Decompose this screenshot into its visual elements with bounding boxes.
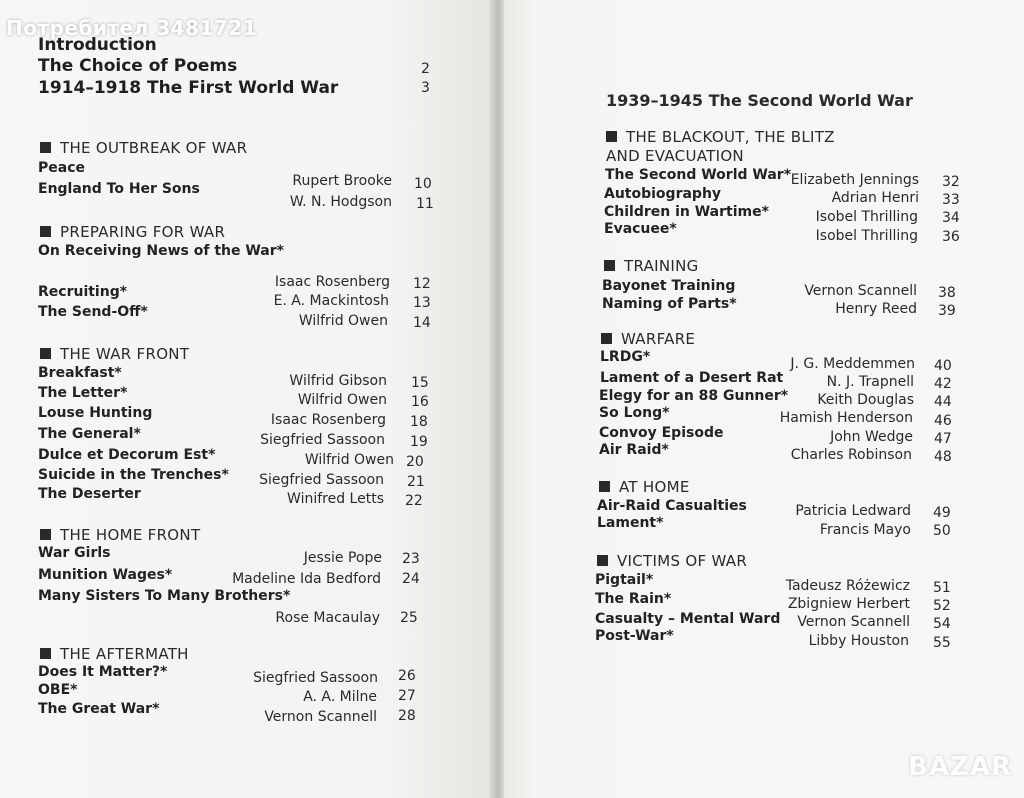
poem-title: LRDG* (600, 349, 651, 365)
section-heading: VICTIMS OF WAR (597, 554, 747, 569)
poem-title: Dulce et Decorum Est* (38, 447, 216, 463)
poet-name: Elizabeth Jennings (790, 172, 919, 188)
poem-title: So Long* (599, 405, 670, 421)
poem-title: Suicide in the Trenches* (38, 467, 229, 483)
section-heading: PREPARING FOR WAR (40, 225, 225, 240)
toc-page-number: 38 (938, 285, 956, 301)
poem-title: Post-War* (595, 628, 674, 644)
toc-page-number: 28 (398, 708, 416, 724)
toc-page-number: 20 (406, 454, 424, 470)
toc-page-number: 39 (938, 303, 956, 319)
toc-second-world-war: 1939–1945 The Second World War (606, 91, 913, 110)
toc-page-number: 49 (933, 505, 951, 521)
toc-page-number: 50 (933, 523, 951, 539)
poet-name: Hamish Henderson (779, 410, 913, 426)
toc-page-number: 25 (400, 610, 418, 626)
poet-name: Siegfried Sassoon (260, 432, 385, 448)
poet-name: Siegfried Sassoon (259, 472, 384, 488)
poet-name: Isaac Rosenberg (270, 412, 386, 428)
poem-title: The Great War* (38, 701, 160, 717)
toc-page-number: 24 (402, 571, 420, 587)
poem-title: Recruiting* (38, 284, 128, 300)
poem-title: Children in Wartime* (604, 204, 769, 220)
toc-page-number: 42 (934, 376, 952, 392)
poem-title: Peace (38, 160, 85, 176)
poem-title: The Send-Off* (38, 304, 148, 320)
poet-name: Isaac Rosenberg (274, 274, 390, 290)
poem-title: War Girls (38, 545, 111, 561)
toc-page-number: 26 (398, 668, 416, 684)
poem-title: Breakfast* (38, 365, 122, 381)
poet-name: Jessie Pope (303, 550, 382, 566)
square-bullet-icon (597, 555, 608, 566)
toc-page-number: 11 (416, 196, 434, 212)
square-bullet-icon (606, 131, 617, 142)
toc-page-number: 12 (413, 276, 431, 292)
square-bullet-icon (40, 348, 51, 359)
poet-name: Vernon Scannell (797, 614, 910, 630)
toc-page-number: 10 (414, 176, 432, 192)
toc-page-number: 13 (413, 295, 431, 311)
poem-title: The Letter* (38, 385, 128, 401)
poet-name: Wilfrid Owen (298, 313, 388, 329)
square-bullet-icon (599, 481, 610, 492)
bazar-logo: BAZAR (908, 752, 1012, 782)
toc-page-number: 52 (933, 598, 951, 614)
toc-page-number: 22 (405, 493, 423, 509)
poet-name: Libby Houston (808, 633, 909, 649)
poet-name: Keith Douglas (817, 392, 914, 408)
toc-page-number: 46 (934, 413, 952, 429)
toc-page-number: 44 (934, 394, 952, 410)
toc-page-number: 3 (421, 80, 430, 96)
section-heading: THE OUTBREAK OF WAR (40, 141, 247, 156)
poem-title: Pigtail* (595, 572, 654, 588)
poem-title: Lament* (597, 515, 664, 531)
poet-name: J. G. Meddemmen (790, 356, 915, 372)
poet-name: Wilfrid Owen (304, 452, 394, 468)
poet-name: Wilfrid Gibson (289, 373, 387, 389)
poem-title: Louse Hunting (38, 405, 153, 421)
toc-page-number: 16 (411, 394, 429, 410)
toc-page-number: 34 (942, 210, 960, 226)
poet-name: E. A. Mackintosh (273, 293, 389, 309)
poet-name: Rose Macaulay (275, 610, 380, 626)
poet-name: Wilfrid Owen (297, 392, 387, 408)
toc-page-number: 14 (413, 315, 431, 331)
section-heading: THE WAR FRONT (40, 347, 189, 362)
toc-first-world-war: 1914–1918 The First World War (38, 78, 339, 98)
toc-choice-of-poems: The Choice of Poems (38, 56, 238, 76)
toc-page-number: 47 (934, 431, 952, 447)
poem-title: Convoy Episode (599, 425, 724, 441)
toc-page-number: 33 (942, 192, 960, 208)
poem-title: Casualty – Mental Ward (595, 611, 781, 627)
section-heading: AT HOME (599, 480, 690, 495)
poem-title: Lament of a Desert Rat (600, 370, 784, 386)
poet-name: N. J. Trapnell (826, 374, 914, 390)
toc-page-number: 18 (410, 414, 428, 430)
square-bullet-icon (40, 529, 51, 540)
toc-page-number: 23 (402, 551, 420, 567)
poem-title: The Rain* (595, 591, 672, 607)
poet-name: Vernon Scannell (264, 709, 377, 725)
watermark-text: Потребител 3481721 (6, 16, 258, 40)
toc-page-number: 27 (398, 688, 416, 704)
toc-page-number: 36 (942, 229, 960, 245)
poet-name: A. A. Milne (303, 689, 377, 705)
square-bullet-icon (604, 260, 615, 271)
toc-page-number: 51 (933, 580, 951, 596)
toc-page-number: 19 (410, 434, 428, 450)
poet-name: Patricia Ledward (795, 503, 911, 519)
toc-page-number: 2 (421, 61, 430, 77)
poet-name: Tadeusz Różewicz (785, 578, 910, 594)
poet-name: John Wedge (830, 429, 913, 445)
poem-title: Munition Wages* (38, 567, 173, 583)
poet-name: Winifred Letts (287, 491, 384, 507)
section-heading: THE AFTERMATH (40, 647, 189, 662)
poem-title: OBE* (38, 682, 78, 698)
toc-page-number: 55 (933, 635, 951, 651)
poem-title: The Deserter (38, 486, 141, 502)
poem-title: Evacuee* (604, 221, 677, 237)
poet-name: Isobel Thrilling (815, 209, 918, 225)
poet-name: Madeline Ida Bedford (232, 571, 381, 587)
poet-name: Adrian Henri (831, 190, 919, 206)
poem-title: Does It Matter?* (38, 664, 168, 680)
poet-name: Charles Robinson (790, 447, 912, 463)
poet-name: Siegfried Sassoon (253, 670, 378, 686)
poet-name: Vernon Scannell (804, 283, 917, 299)
poem-title: Many Sisters To Many Brothers* (38, 588, 291, 604)
poem-title: Naming of Parts* (602, 296, 737, 312)
square-bullet-icon (40, 226, 51, 237)
poet-name: Zbigniew Herbert (787, 596, 910, 612)
square-bullet-icon (40, 142, 51, 153)
poem-title: Bayonet Training (602, 278, 736, 294)
square-bullet-icon (601, 333, 612, 344)
poem-title: The Second World War* (605, 167, 792, 183)
poet-name: W. N. Hodgson (289, 194, 392, 210)
poem-title: The General* (38, 426, 141, 442)
poem-title: On Receiving News of the War* (38, 243, 284, 259)
poem-title: Elegy for an 88 Gunner* (599, 388, 789, 404)
toc-page-number: 21 (407, 474, 425, 490)
toc-introduction: Introduction (38, 35, 157, 55)
section-heading: TRAINING (604, 259, 699, 274)
section-heading: THE BLACKOUT, THE BLITZ (606, 130, 835, 145)
toc-page-number: 54 (933, 616, 951, 632)
poem-title: Autobiography (604, 186, 722, 202)
poet-name: Henry Reed (835, 301, 917, 317)
section-heading-line2: AND EVACUATION (606, 147, 744, 165)
square-bullet-icon (40, 648, 51, 659)
poem-title: England To Her Sons (38, 181, 200, 197)
toc-page-number: 48 (934, 449, 952, 465)
section-heading: WARFARE (601, 332, 695, 347)
poem-title: Air Raid* (599, 442, 669, 458)
poet-name: Isobel Thrilling (815, 228, 918, 244)
poem-title: Air-Raid Casualties (597, 498, 747, 514)
section-heading: THE HOME FRONT (40, 528, 200, 543)
toc-page-number: 40 (934, 358, 952, 374)
toc-page-number: 32 (942, 174, 960, 190)
poet-name: Francis Mayo (819, 522, 911, 538)
poet-name: Rupert Brooke (292, 173, 392, 189)
toc-page-number: 15 (411, 375, 429, 391)
